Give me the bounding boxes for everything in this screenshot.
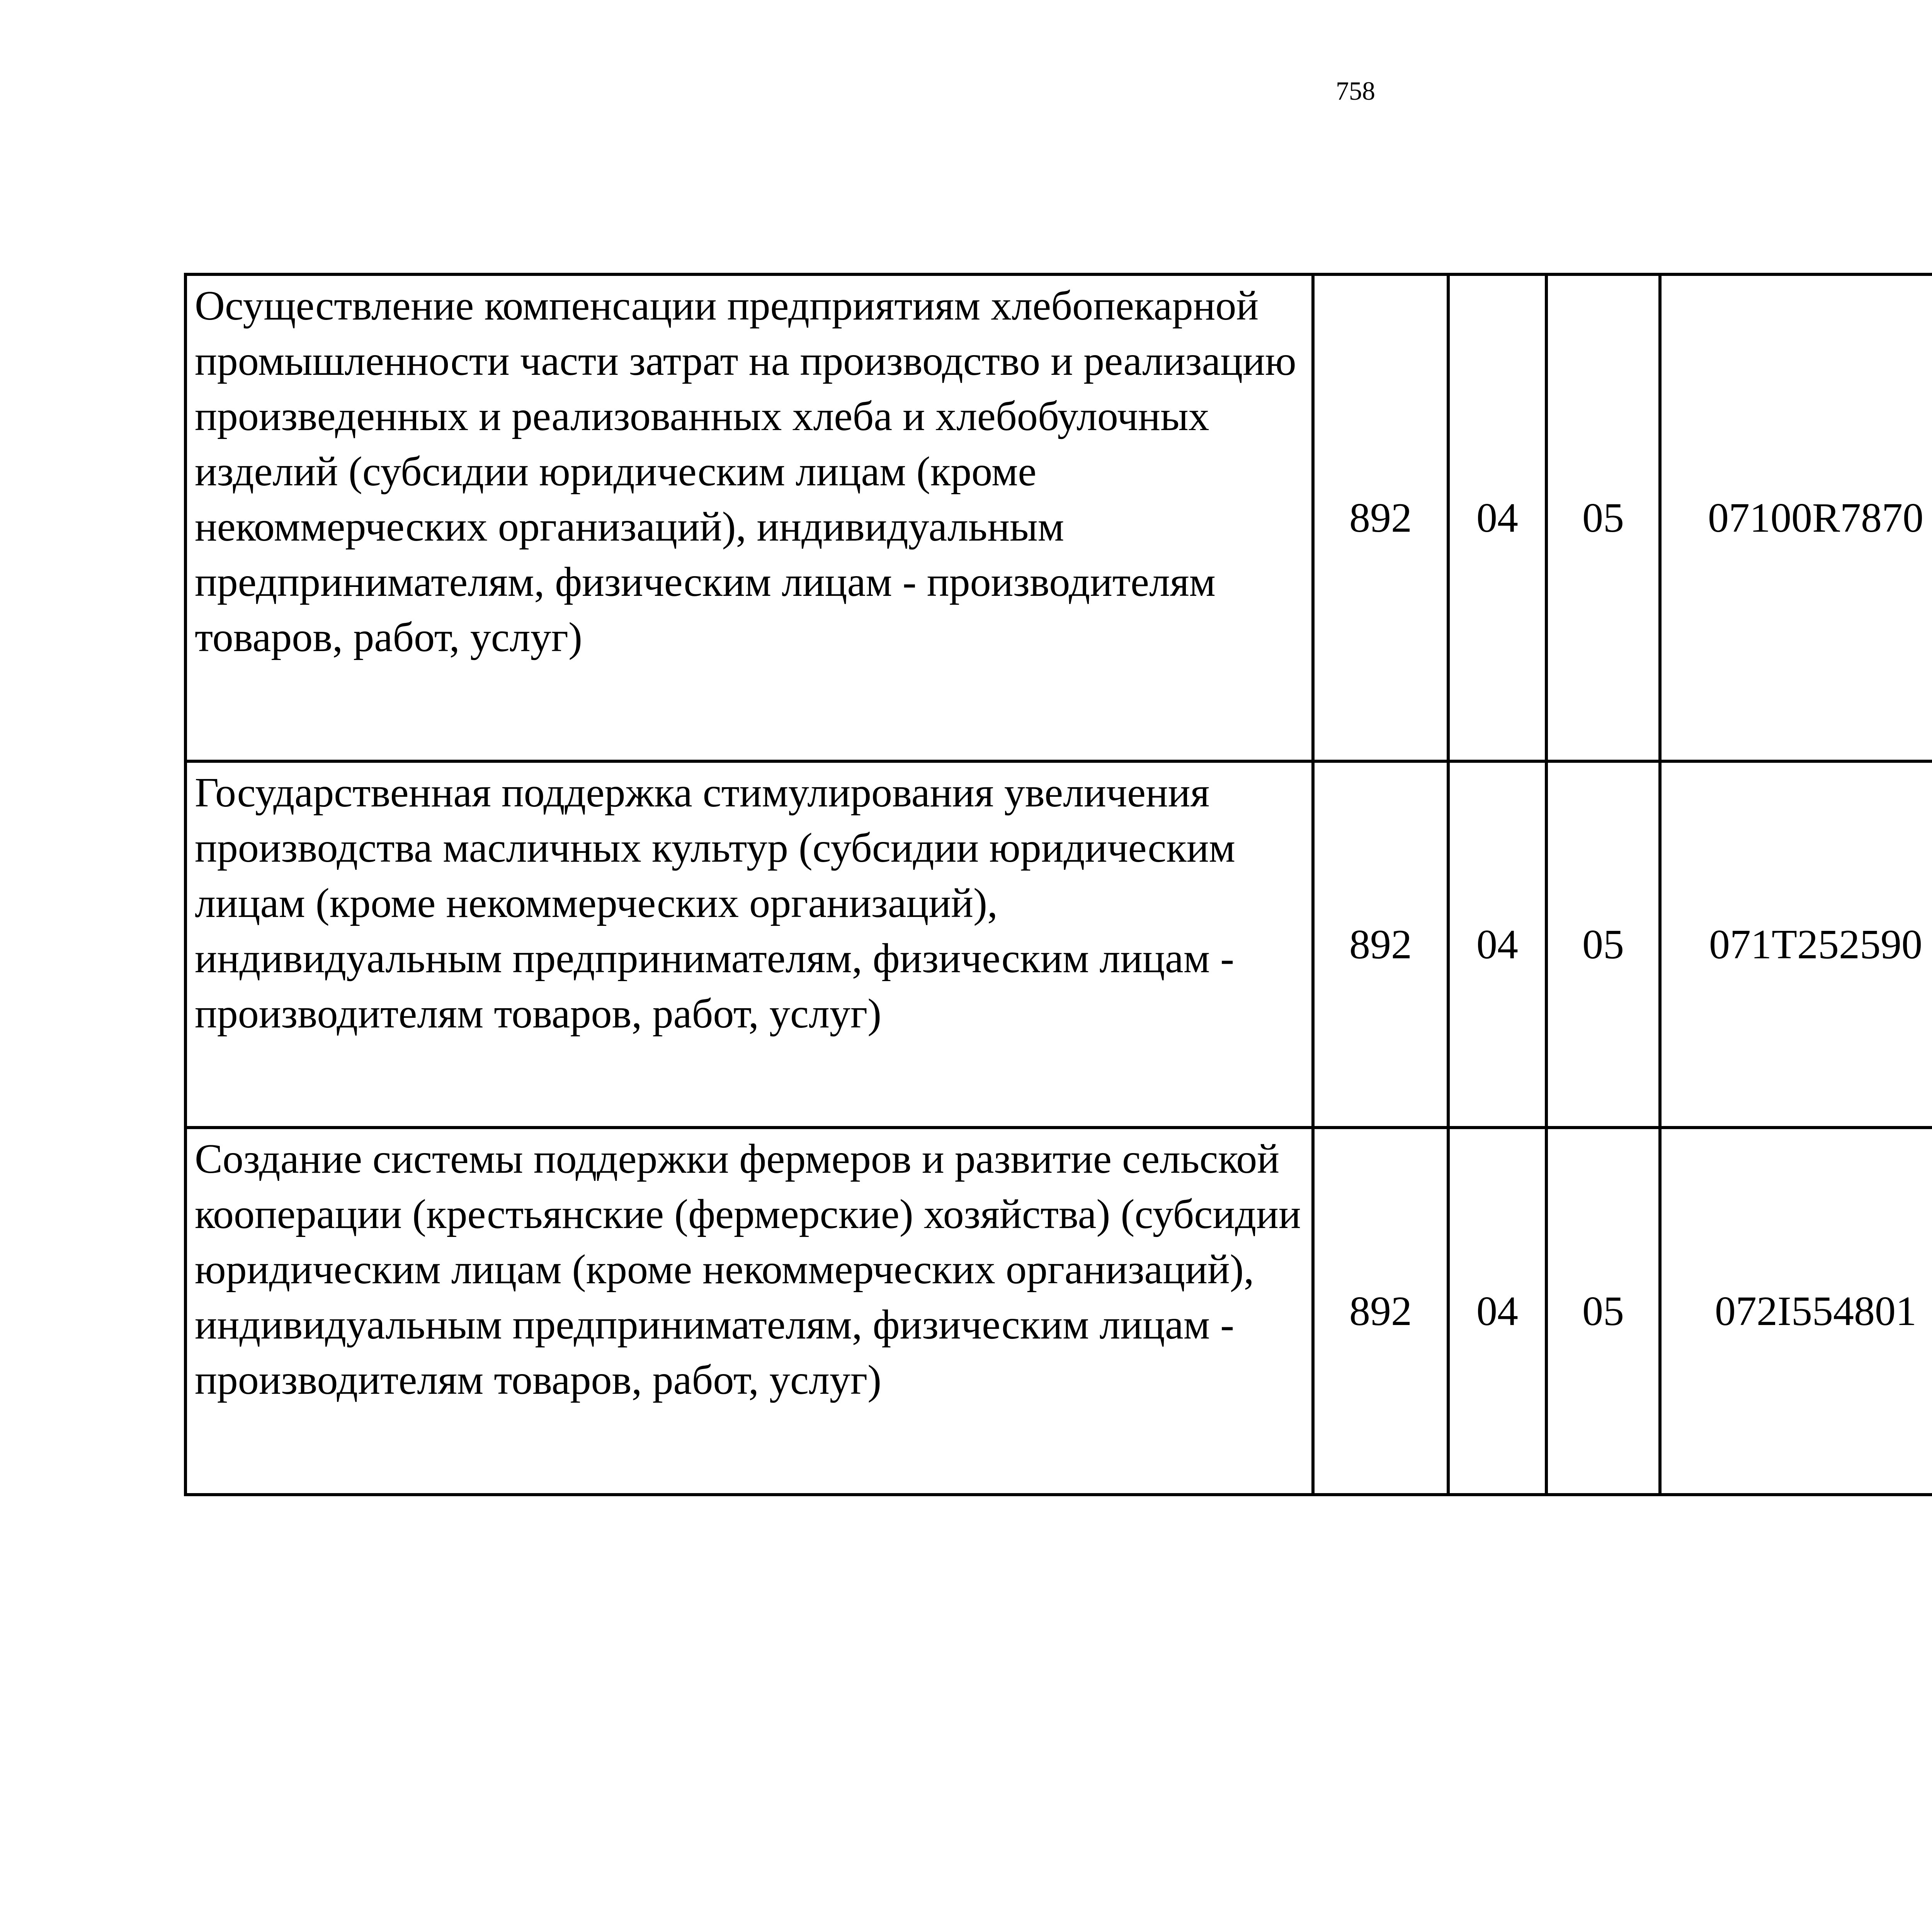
table-row bbox=[185, 1128, 1932, 1495]
section-code: 04 bbox=[1448, 274, 1546, 761]
budget-table bbox=[184, 273, 1932, 1496]
section-code: 04 bbox=[1448, 1128, 1546, 1495]
ministry-code: 892 bbox=[1313, 1128, 1448, 1495]
ministry-code: 892 bbox=[1313, 761, 1448, 1128]
section-code: 04 bbox=[1448, 761, 1546, 1128]
subsection-code: 05 bbox=[1546, 1128, 1660, 1495]
table-row bbox=[185, 761, 1932, 1128]
target-article-code: 072I554801 bbox=[1660, 1128, 1932, 1495]
subsection-code: 05 bbox=[1546, 274, 1660, 761]
expense-description: Осуществление компенсации предприятиям хлебопекарной промышленности части затрат на производство и реализацию произведенных и реализованных хлеба и хлебобулочных изделий (субсидии юридическим лицам (кроме некоммерческих организаций), индивидуальным предпринимателям, физическим лицам - производителям товаров, работ, услуг) bbox=[185, 274, 1313, 761]
target-article-code: 071T252590 bbox=[1660, 761, 1932, 1128]
target-article-code: 07100R7870 bbox=[1660, 274, 1932, 761]
page-number: 758 bbox=[1336, 76, 1375, 105]
expense-description: Создание системы поддержки фермеров и развитие сельской кооперации (крестьянские (фермерские) хозяйства) (субсидии юридическим лицам (кроме некоммерческих организаций), индивидуальным предпринимателям, физическим лицам - производителям товаров, работ, услуг) bbox=[185, 1128, 1313, 1495]
ministry-code: 892 bbox=[1313, 274, 1448, 761]
expense-description: Государственная поддержка стимулирования увеличения производства масличных культур (субсидии юридическим лицам (кроме некоммерческих организаций), индивидуальным предпринимателям, физическим лицам - производителям товаров, работ, услуг) bbox=[185, 761, 1313, 1128]
table-row bbox=[185, 274, 1932, 761]
subsection-code: 05 bbox=[1546, 761, 1660, 1128]
